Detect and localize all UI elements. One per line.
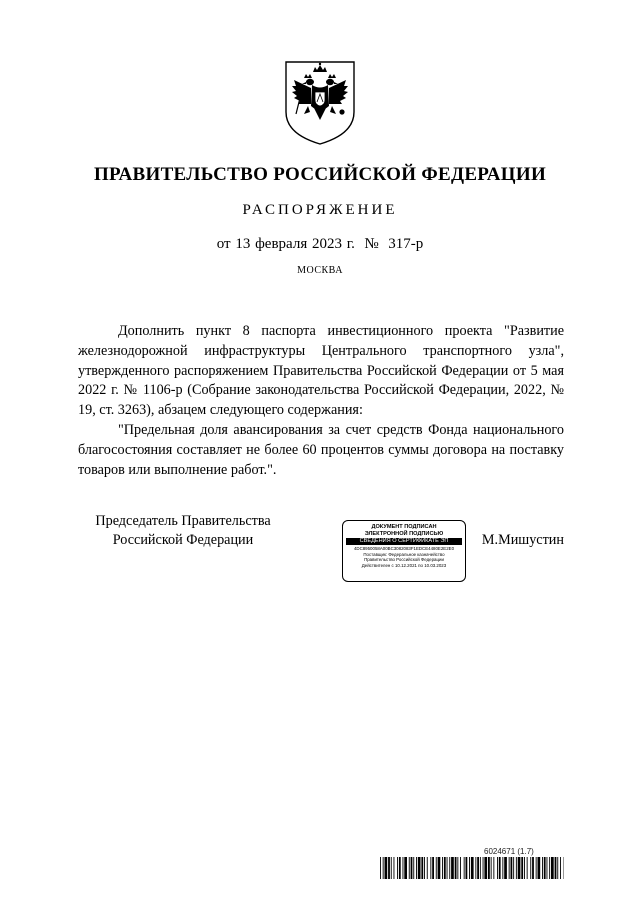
barcode-bar — [524, 857, 525, 879]
barcode-bar — [547, 857, 548, 879]
barcode-bar — [480, 857, 481, 879]
barcode-bar — [549, 857, 550, 879]
barcode-bar — [424, 857, 425, 879]
barcode-bar — [536, 857, 537, 879]
barcode-bar — [488, 857, 490, 879]
barcode-bar — [460, 857, 461, 879]
barcode-bar — [532, 857, 534, 879]
barcode-bar — [466, 857, 468, 879]
barcode-bar — [427, 857, 428, 879]
barcode-bar — [502, 857, 503, 879]
barcode-bar — [455, 857, 457, 879]
signer-position-line: Председатель Правительства — [95, 513, 271, 529]
barcode-bar — [457, 857, 458, 879]
barcode-bar — [551, 857, 554, 879]
barcode-bar — [388, 857, 390, 879]
stamp-issuer: Поставщик: Федеральное казначейство — [363, 551, 445, 557]
barcode-bar — [385, 857, 388, 879]
barcode-bar — [403, 857, 404, 879]
stamp-certificate-bar: СВЕДЕНИЯ О СЕРТИФИКАТЕ ЭП — [346, 538, 462, 545]
barcode-bar — [493, 857, 494, 879]
barcode-bar — [464, 857, 465, 879]
barcode-bar — [436, 857, 437, 879]
barcode-bar — [499, 857, 501, 879]
barcode-bar — [447, 857, 448, 879]
city-name: МОСКВА — [297, 265, 343, 276]
barcode-bar — [409, 857, 410, 879]
stamp-heading-line: ЭЛЕКТРОННОЙ ПОДПИСЬЮ — [364, 530, 444, 537]
barcode-bar — [544, 857, 546, 879]
barcode-bar — [530, 857, 531, 879]
signer-name: М.Мишустин — [481, 532, 564, 548]
order-body — [78, 322, 564, 480]
barcode-bar — [560, 857, 561, 879]
barcode-bar — [418, 857, 421, 879]
barcode-bar — [451, 857, 454, 879]
barcode-bar — [469, 857, 470, 879]
barcode-bar — [518, 857, 521, 879]
barcode-bar — [475, 857, 476, 879]
barcode-bar — [504, 857, 507, 879]
barcode-bar — [397, 857, 398, 879]
barcode-bar — [430, 857, 431, 879]
barcode-bar — [527, 857, 528, 879]
barcode-bar — [555, 857, 557, 879]
barcode-bar — [391, 857, 392, 879]
barcode-bar — [483, 857, 484, 879]
barcode — [380, 857, 564, 879]
barcode-bar — [383, 857, 384, 879]
barcode-bar — [511, 857, 513, 879]
barcode-bar — [542, 857, 543, 879]
barcode-bar — [557, 857, 558, 879]
barcode-bar — [449, 857, 450, 879]
barcode-bar — [380, 857, 381, 879]
date-and-number: от 13 февраля 2023 г. № 317-р — [216, 236, 424, 252]
signer-position-line: Российской Федерации — [112, 532, 254, 548]
stamp-serial: 4DC8950058A00BC3082083F1EDCE4480E2E2E0 — [353, 546, 455, 551]
body-paragraph: "Предельная доля авансирования за счет средств Фонда национального благосостояния составляет не более 60 процентов суммы договора на поставку товаров или выполнение работ.". — [78, 421, 564, 478]
barcode-bar — [521, 857, 523, 879]
barcode-bar — [411, 857, 413, 879]
document-type: РАСПОРЯЖЕНИЕ — [242, 202, 398, 218]
electronic-signature-stamp — [342, 520, 466, 582]
barcode-bar — [491, 857, 492, 879]
barcode-bar — [394, 857, 395, 879]
stamp-heading-line: ДОКУМЕНТ ПОДПИСАН — [371, 524, 437, 530]
barcode-bar — [432, 857, 434, 879]
barcode-bar — [413, 857, 414, 879]
barcode-bar — [442, 857, 443, 879]
government-title: ПРАВИТЕЛЬСТВО РОССИЙСКОЙ ФЕДЕРАЦИИ — [93, 164, 547, 185]
barcode-bar — [444, 857, 446, 879]
body-paragraph: Дополнить пункт 8 паспорта инвестиционного проекта "Развитие железнодорожной инфраструктуры Центрального транспортного узла", утвержденного распоряжением Правительства Российской Федерации от 5 мая 2022 г. № 1106-р (Собрание законодательства Российской Федерации, 2022, № 19, ст. 3263), абзацем следующего содержания: — [78, 323, 564, 419]
barcode-bar — [513, 857, 514, 879]
signer-position — [78, 512, 288, 550]
barcode-bar — [516, 857, 517, 879]
barcode-bar — [484, 857, 487, 879]
barcode-bar — [477, 857, 479, 879]
barcode-bar — [416, 857, 417, 879]
stamp-heading — [343, 524, 465, 537]
stamp-validity: Действителен с 10.12.2021 по 10.03.2023 — [361, 562, 447, 568]
barcode-bar — [404, 857, 407, 879]
barcode-bar — [538, 857, 541, 879]
barcode-bar — [509, 857, 510, 879]
document-number: 6024671 (1.7) — [484, 847, 534, 856]
barcode-bar — [497, 857, 498, 879]
barcode-bar — [421, 857, 423, 879]
barcode-bar — [399, 857, 401, 879]
coat-of-arms-emblem — [282, 58, 358, 146]
barcode-bar — [471, 857, 474, 879]
barcode-bar — [438, 857, 441, 879]
stamp-issuer: Правительство Российской Федерации — [364, 557, 444, 563]
